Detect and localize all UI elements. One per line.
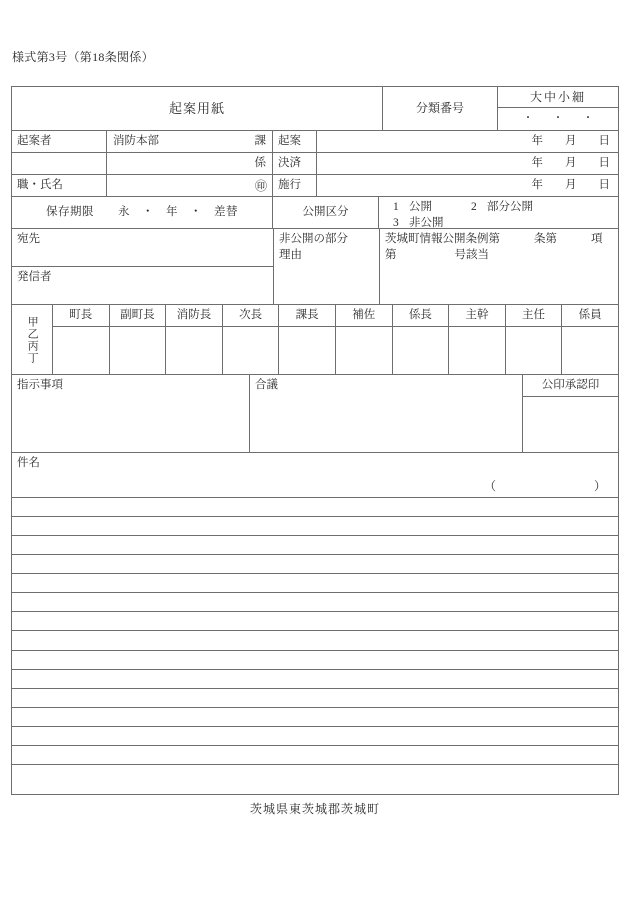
instructions-band bbox=[12, 374, 618, 452]
department-suffix: 課 bbox=[254, 134, 266, 147]
ordinance-text-b: 条第 bbox=[534, 233, 557, 245]
approval-stamp-shunin[interactable] bbox=[506, 327, 562, 374]
name-row bbox=[12, 174, 618, 196]
body-line[interactable] bbox=[12, 516, 618, 535]
section-suffix: 係 bbox=[254, 156, 266, 169]
ordinance-text-a: 茨城町情報公開条例第 bbox=[385, 233, 500, 245]
sender-label: 発信者 bbox=[17, 271, 52, 283]
approval-title-kachou: 課長 bbox=[279, 305, 335, 327]
disclosure-option-3-label: 非公開 bbox=[409, 216, 444, 228]
form-frame bbox=[11, 86, 619, 795]
official-seal-label: 公印承認印 bbox=[523, 375, 618, 397]
size-category-cell bbox=[498, 87, 618, 130]
approval-title-shouboucho: 消防長 bbox=[166, 305, 222, 327]
body-line[interactable] bbox=[12, 630, 618, 649]
seal-icon: ㊞ bbox=[254, 178, 267, 193]
approval-column-jichou bbox=[223, 305, 280, 374]
disclosure-option-1-label: 公開 bbox=[409, 201, 432, 213]
position-name-label: 職・氏名 bbox=[12, 175, 107, 196]
body-line[interactable] bbox=[12, 611, 618, 630]
approval-stamp-shouboucho[interactable] bbox=[166, 327, 222, 374]
approval-column-shukan bbox=[449, 305, 506, 374]
ordinance-text-d: 第 bbox=[385, 248, 397, 261]
approval-columns bbox=[53, 305, 618, 374]
disclosure-option-2-label: 部分公開 bbox=[487, 201, 533, 213]
nondisclosure-reason-label bbox=[274, 229, 380, 304]
date-field-kessai[interactable] bbox=[317, 153, 618, 174]
date-label-kian: 起案 bbox=[273, 131, 317, 152]
approval-title-kakarin: 係員 bbox=[562, 305, 618, 327]
subject-paren-close: ） bbox=[593, 478, 606, 493]
addressee-column bbox=[12, 229, 274, 304]
body-line[interactable] bbox=[12, 592, 618, 611]
approval-stamp-shukan[interactable] bbox=[449, 327, 505, 374]
body-line[interactable] bbox=[12, 573, 618, 592]
disclosure-option-2-number: 2 bbox=[471, 201, 477, 213]
date-label-shikou: 施行 bbox=[273, 175, 317, 196]
kessai-year-label: 年 bbox=[531, 156, 543, 169]
approval-column-shouboucho bbox=[166, 305, 223, 374]
approval-column-chouchou bbox=[53, 305, 110, 374]
instructions-label: 指示事項 bbox=[17, 379, 63, 391]
drafter-label: 起案者 bbox=[12, 131, 107, 152]
consultation-label: 合議 bbox=[255, 379, 278, 391]
department-cell[interactable] bbox=[107, 131, 273, 152]
approval-title-shunin: 主任 bbox=[506, 305, 562, 327]
body-line[interactable] bbox=[12, 535, 618, 554]
disclosure-option-3-number: 3 bbox=[393, 216, 399, 228]
sender-field[interactable] bbox=[12, 267, 273, 304]
ordinance-reference-field[interactable] bbox=[380, 229, 618, 304]
department-value: 消防本部 bbox=[113, 134, 159, 147]
header-band bbox=[12, 87, 618, 130]
approval-column-hosa bbox=[336, 305, 393, 374]
approval-band bbox=[12, 304, 618, 374]
nondisclosure-reason-label-line2: 理由 bbox=[279, 248, 302, 261]
disclosure-option-1-number: 1 bbox=[393, 201, 399, 213]
approval-stamp-kakarichou[interactable] bbox=[393, 327, 449, 374]
addressee-band bbox=[12, 228, 618, 304]
approval-title-kakarichou: 係長 bbox=[393, 305, 449, 327]
size-category-label: 大中小細 bbox=[498, 87, 618, 108]
footer-text: 茨城県東茨城郡茨城町 bbox=[249, 802, 380, 816]
body-line[interactable] bbox=[12, 764, 618, 783]
approval-title-shukan: 主幹 bbox=[449, 305, 505, 327]
date-label-kessai: 決済 bbox=[273, 153, 317, 174]
approval-stamp-chouchou[interactable] bbox=[53, 327, 109, 374]
section-row bbox=[12, 152, 618, 174]
retention-disclosure-row bbox=[12, 196, 618, 228]
kian-year-label: 年 bbox=[531, 134, 543, 147]
subject-label: 件名 bbox=[17, 457, 40, 469]
subject-band bbox=[12, 452, 618, 497]
body-line[interactable] bbox=[12, 688, 618, 707]
approval-stamp-fukuchouchou[interactable] bbox=[110, 327, 166, 374]
body-line[interactable] bbox=[12, 707, 618, 726]
disclosure-options[interactable] bbox=[379, 197, 618, 228]
position-name-cell[interactable] bbox=[107, 175, 273, 196]
size-dot-1: ・ bbox=[523, 112, 533, 124]
addressee-field[interactable] bbox=[12, 229, 273, 267]
kian-month-label: 月 bbox=[565, 134, 577, 147]
shikou-day-label: 日 bbox=[598, 178, 610, 191]
body-line[interactable] bbox=[12, 497, 618, 516]
approval-stamp-jichou[interactable] bbox=[223, 327, 279, 374]
shikou-month-label: 月 bbox=[565, 178, 577, 191]
size-dot-3: ・ bbox=[583, 112, 593, 124]
official-seal-column bbox=[523, 375, 618, 452]
subject-paren-open: （ bbox=[483, 478, 496, 493]
body-line[interactable] bbox=[12, 745, 618, 764]
body-ruled-lines bbox=[12, 497, 618, 783]
kessai-month-label: 月 bbox=[565, 156, 577, 169]
drafter-row bbox=[12, 130, 618, 152]
rank-column bbox=[12, 305, 53, 374]
body-line[interactable] bbox=[12, 726, 618, 745]
kessai-day-label: 日 bbox=[598, 156, 610, 169]
ordinance-text-c: 項 bbox=[591, 233, 603, 245]
kian-day-label: 日 bbox=[598, 134, 610, 147]
approval-column-shunin bbox=[506, 305, 563, 374]
size-dot-2: ・ bbox=[553, 112, 563, 124]
addressee-label: 宛先 bbox=[17, 233, 40, 245]
shikou-year-label: 年 bbox=[531, 178, 543, 191]
disclosure-category-label: 公開区分 bbox=[273, 197, 379, 228]
nondisclosure-reason-label-line1: 非公開の部分 bbox=[279, 233, 348, 245]
ordinance-text-e: 号該当 bbox=[454, 248, 489, 261]
approval-stamp-kachou[interactable] bbox=[279, 327, 335, 374]
consultation-field[interactable] bbox=[250, 375, 523, 452]
instructions-field[interactable] bbox=[12, 375, 250, 452]
body-line[interactable] bbox=[12, 554, 618, 573]
body-line[interactable] bbox=[12, 650, 618, 669]
classification-number-label: 分類番号 bbox=[383, 87, 498, 130]
approval-stamp-hosa[interactable] bbox=[336, 327, 392, 374]
size-category-dots bbox=[498, 108, 618, 129]
form-number: 様式第3号（第18条関係） bbox=[12, 50, 154, 64]
section-cell[interactable] bbox=[107, 153, 273, 174]
approval-column-kakarin bbox=[562, 305, 618, 374]
approval-column-fukuchouchou bbox=[110, 305, 167, 374]
date-field-kian[interactable] bbox=[317, 131, 618, 152]
drafter-blank-label bbox=[12, 153, 107, 174]
approval-title-hosa: 補佐 bbox=[336, 305, 392, 327]
approval-column-kachou bbox=[279, 305, 336, 374]
approval-title-chouchou: 町長 bbox=[53, 305, 109, 327]
rank-column-label: 甲乙丙丁 bbox=[26, 315, 39, 364]
subject-field[interactable] bbox=[12, 453, 618, 497]
retention-period-field[interactable]: 保存期限 永 ・ 年 ・ 差替 bbox=[12, 197, 273, 228]
subject-parenthesis bbox=[484, 478, 606, 494]
date-field-shikou[interactable] bbox=[317, 175, 618, 196]
page-title: 起案用紙 bbox=[12, 87, 383, 130]
body-line[interactable] bbox=[12, 669, 618, 688]
approval-title-fukuchouchou: 副町長 bbox=[110, 305, 166, 327]
approval-stamp-kakarin[interactable] bbox=[562, 327, 618, 374]
approval-title-jichou: 次長 bbox=[223, 305, 279, 327]
approval-column-kakarichou bbox=[393, 305, 450, 374]
official-seal-stamp-area[interactable] bbox=[523, 397, 618, 452]
